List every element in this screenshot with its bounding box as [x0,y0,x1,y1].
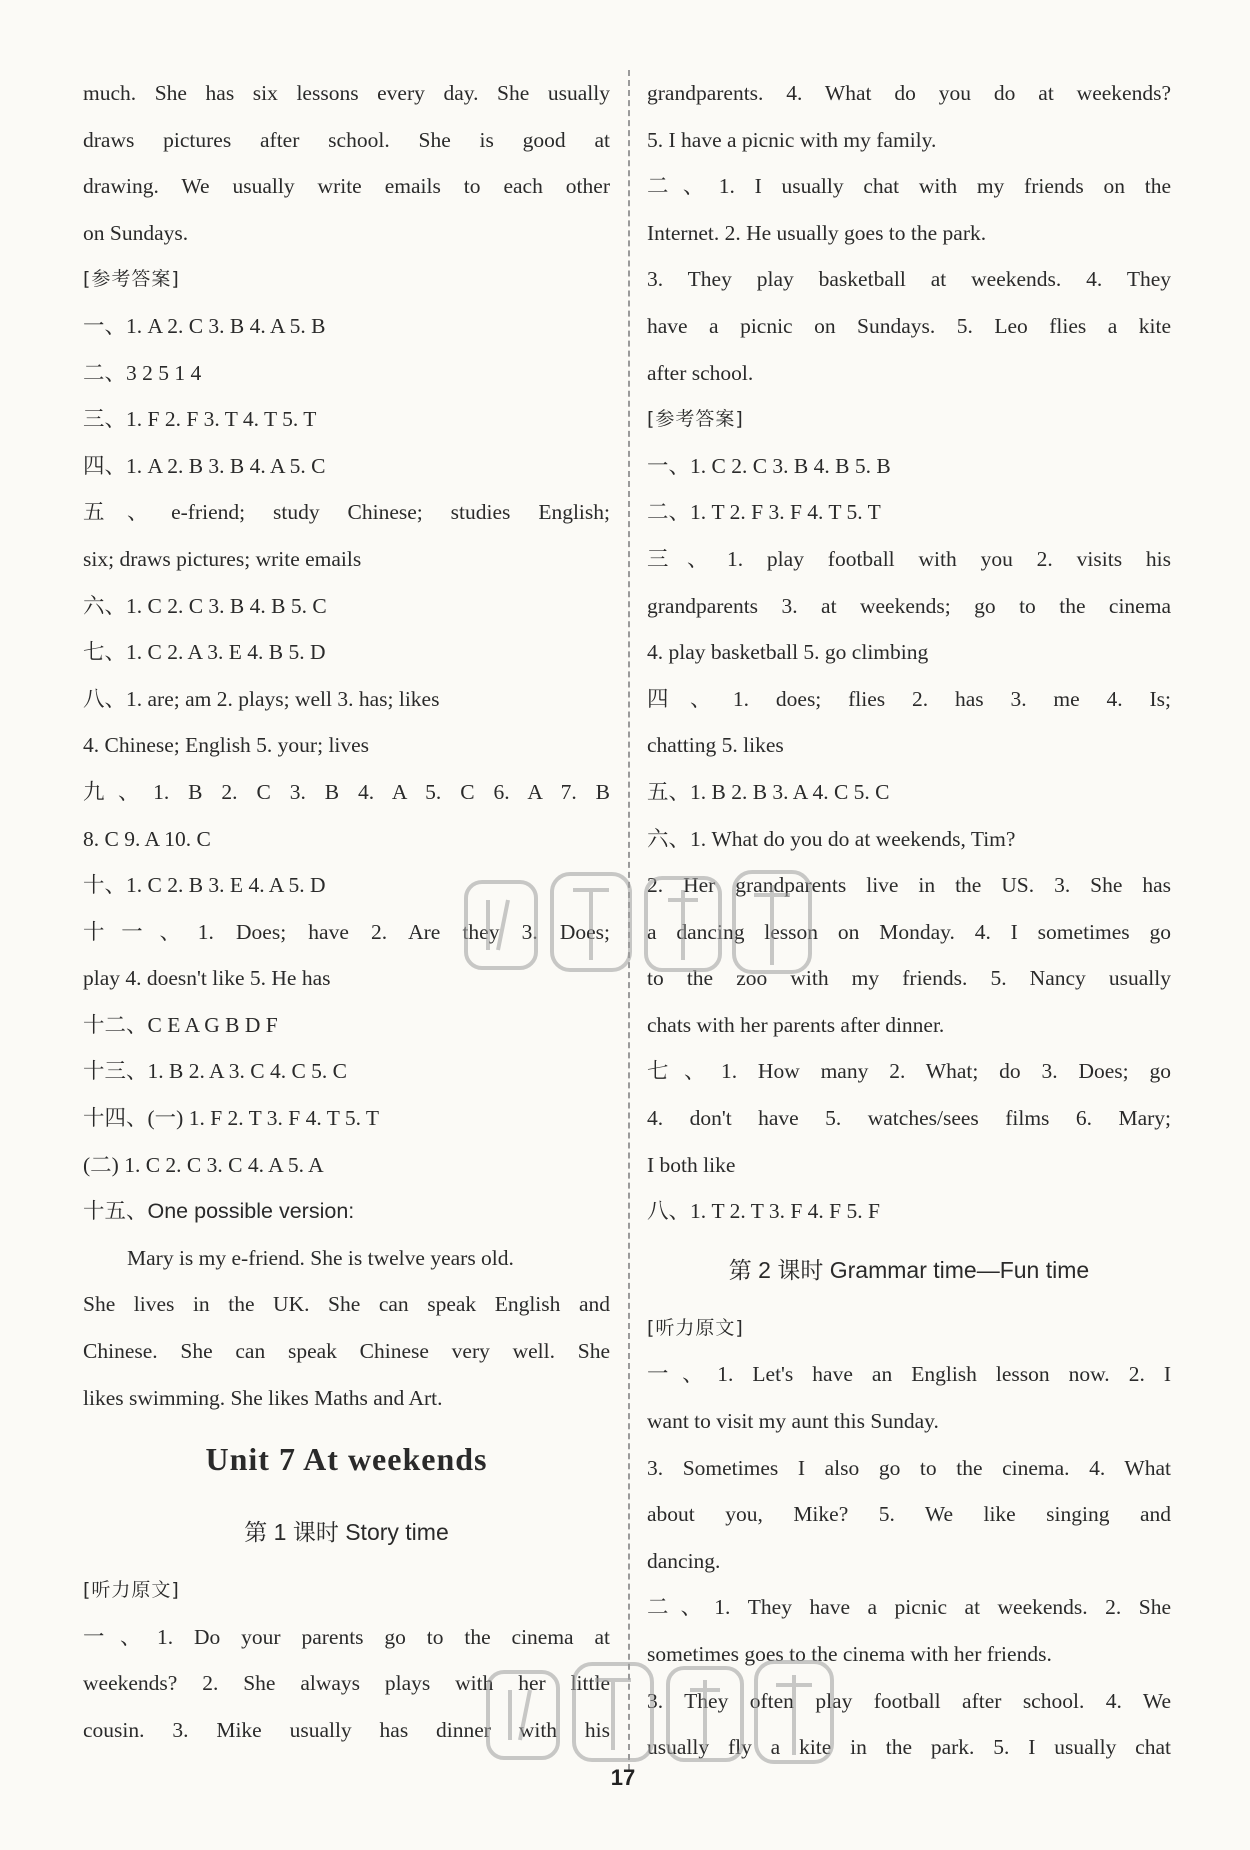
text-line: grandparents 3. at weekends; go to the cinema [647,593,1171,618]
section-header: [听力原文] [83,1579,180,1602]
text-line: drawing. We usually write emails to each other [83,174,610,199]
text-line: 8. C 9. A 10. C [83,826,211,851]
unit-title: Unit 7 At weekends [205,1441,488,1478]
text-line: 十三、1. B 2. A 3. C 4. C 5. C [83,1059,348,1084]
text-line: draws pictures after school. She is good at [83,127,610,152]
text-line: She lives in the UK. She can speak English and [83,1292,610,1317]
lesson-title-2: 第 2 课时 Grammar time—Fun time [728,1256,1090,1283]
text-line: 4. Chinese; English 5. your; lives [83,733,370,758]
text-line: play 4. doesn't like 5. He has [83,966,331,991]
text-line: 一、1. Let's have an English lesson now. 2. I [647,1362,1171,1387]
text-line: 一、1. A 2. C 3. B 4. A 5. B [83,313,326,338]
lesson-title-1: 第 1 课时 Story time [244,1519,449,1546]
text-line: 十、1. C 2. B 3. E 4. A 5. D [83,873,326,898]
text-line: want to visit my aunt this Sunday. [647,1409,939,1434]
text-line: 十二、C E A G B D F [83,1012,278,1037]
text-line: 六、1. C 2. C 3. B 4. B 5. C [83,593,327,618]
section-header: [参考答案] [647,408,744,431]
text-line: on Sundays. [83,220,189,245]
text-line: 3. They often play football after school. 4. We [647,1688,1171,1713]
text-line: 3. They play basketball at weekends. 4. They [647,267,1171,292]
text-line: 八、1. are; am 2. plays; well 3. has; likes [83,686,440,711]
text-line: 八、1. T 2. T 3. F 4. F 5. F [647,1199,880,1224]
text-line: I both like [647,1152,736,1177]
text-line: 三、1. play football with you 2. visits his [647,546,1171,571]
text-line: 三、1. F 2. F 3. T 4. T 5. T [83,407,317,432]
text-line: six; draws pictures; write emails [83,546,362,571]
text-line: 十一、1. Does; have 2. Are they 3. Does; [83,919,610,944]
text-line: Chinese. She can speak Chinese very well. She [83,1339,610,1364]
right-text-block [647,70,1171,1235]
text-line: 二、1. I usually chat with my friends on the [647,174,1171,199]
text-line: 九、1. B 2. C 3. B 4. A 5. C 6. A 7. B [83,779,610,804]
text-line: Internet. 2. He usually goes to the park. [647,220,987,245]
section-header: [参考答案] [83,268,180,291]
watermark-logo [458,860,818,990]
text-line: after school. [647,360,754,385]
text-line: 一、1. Do your parents go to the cinema at [83,1624,610,1649]
text-line: a dancing lesson on Monday. 4. I sometimes go [647,919,1171,944]
text-line: 四、1. does; flies 2. has 3. me 4. Is; [647,686,1171,711]
section-header: [听力原文] [647,1316,744,1339]
text-line: usually fly a kite in the park. 5. I usually chat [647,1735,1171,1760]
text-line: about you, Mike? 5. We like singing and [647,1502,1171,1527]
text-line: 五、e-friend; study Chinese; studies English; [83,500,610,525]
text-line: 3. Sometimes I also go to the cinema. 4. What [647,1455,1171,1480]
text-line: 二、3 2 5 1 4 [83,360,202,385]
text-line: 十五、One possible version: [83,1199,355,1224]
text-line: 六、1. What do you do at weekends, Tim? [647,826,1016,851]
text-line: 4. play basketball 5. go climbing [647,640,929,665]
text-line: cousin. 3. Mike usually has dinner with his [83,1718,610,1742]
text-line: 七、1. C 2. A 3. E 4. B 5. D [83,640,326,665]
text-line: chats with her parents after dinner. [647,1012,945,1037]
text-line: 二、1. They have a picnic at weekends. 2. She [647,1595,1171,1620]
text-line: 4. don't have 5. watches/sees films 6. Mary; [647,1106,1171,1131]
text-line: Mary is my e-friend. She is twelve years old. [127,1245,514,1270]
text-line: weekends? 2. She always plays with her little [83,1671,610,1696]
text-line: 二、1. T 2. F 3. F 4. T 5. T [647,500,881,525]
text-line: 七、1. How many 2. What; do 3. Does; go [647,1059,1171,1084]
text-line: 一、1. C 2. C 3. B 4. B 5. B [647,453,891,478]
watermark-logo [480,1650,840,1780]
text-line: sometimes goes to the cinema with her friends. [647,1642,1052,1666]
text-line: dancing. [647,1548,721,1573]
left-text-block [83,70,610,1421]
text-line: have a picnic on Sundays. 5. Leo flies a kite [647,313,1171,338]
text-line: 四、1. A 2. B 3. B 4. A 5. C [83,453,326,478]
page-number: 17 [610,1765,636,1790]
text-line: grandparents. 4. What do you do at weekends? [647,81,1171,105]
text-line: 2. Her grandparents live in the US. 3. She has [647,873,1171,898]
text-line: to the zoo with my friends. 5. Nancy usually [647,966,1171,991]
text-line: likes swimming. She likes Maths and Art. [83,1385,443,1410]
text-line: 十四、(一) 1. F 2. T 3. F 4. T 5. T [83,1106,380,1131]
text-line: 5. I have a picnic with my family. [647,127,937,152]
text-line: much. She has six lessons every day. She usually [83,81,610,105]
text-line: 五、1. B 2. B 3. A 4. C 5. C [647,779,890,804]
text-line: (二) 1. C 2. C 3. C 4. A 5. A [83,1152,324,1177]
text-line: chatting 5. likes [647,733,784,758]
